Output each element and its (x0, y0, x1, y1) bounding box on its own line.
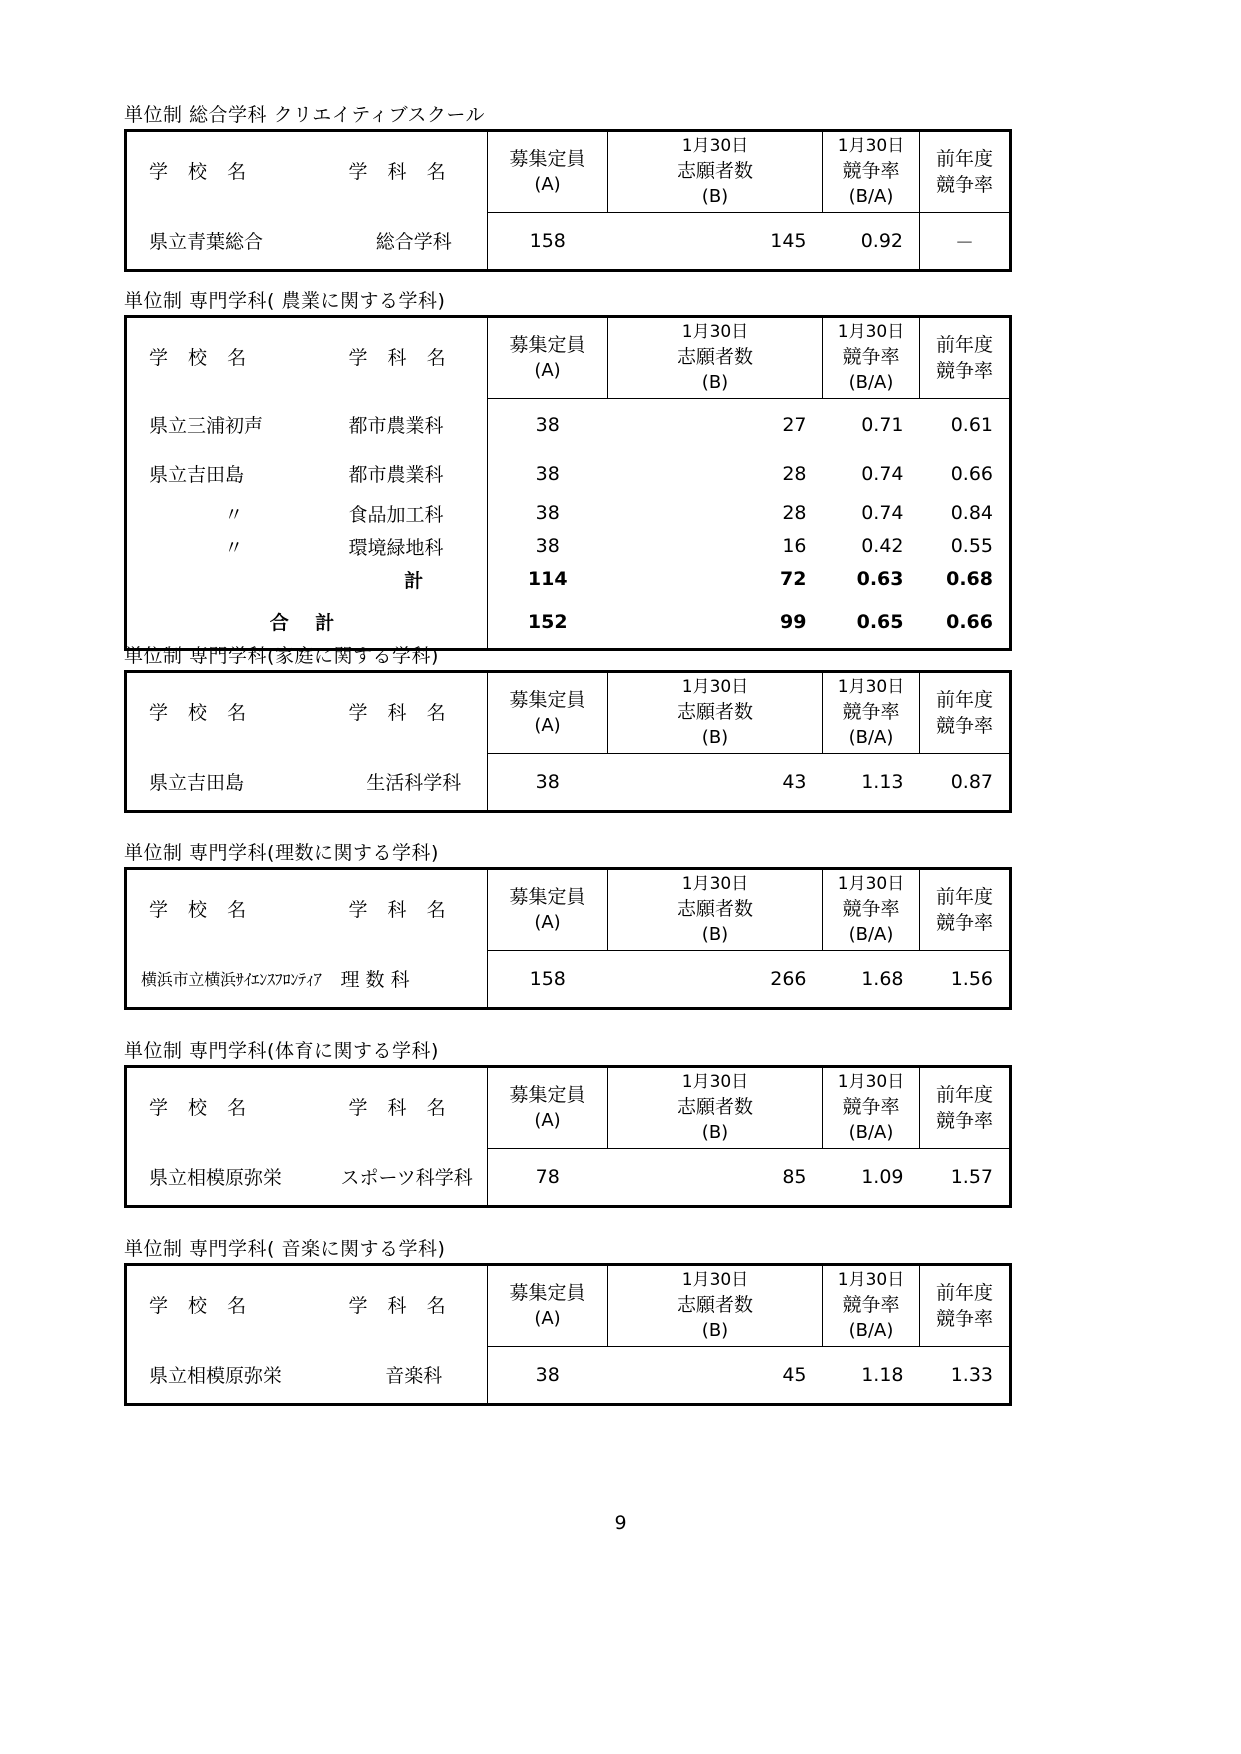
header-applicants: 1月30日 志願者数 (B) (608, 1265, 823, 1347)
header-applicants: 1月30日 志願者数 (B) (608, 317, 823, 399)
cell-rate: 0.42 (861, 535, 904, 557)
header-prev-rate: 前年度 競争率 (920, 1265, 1011, 1347)
header-applicants: 1月30日 志願者数 (B) (608, 672, 823, 754)
cell-applicants: 85 (782, 1166, 807, 1188)
cell-prev-rate: 1.57 (950, 1166, 993, 1188)
cell-applicants: 45 (782, 1364, 807, 1386)
section-risuu-gakka (124, 842, 993, 1010)
header-dept: 学 科 名 (348, 899, 453, 922)
cell-rate: 0.71 (861, 413, 904, 436)
cell-school: 県立吉田島 (149, 464, 245, 486)
cell-capacity: 38 (488, 530, 608, 563)
cell-total-label: 合 計 (269, 612, 345, 634)
cell-total-rate: 0.65 (856, 610, 904, 633)
cell-capacity: 38 (488, 497, 608, 530)
cell-school (126, 563, 341, 596)
cell-capacity: 114 (488, 563, 608, 596)
header-school: 学 校 名 (149, 702, 254, 725)
header-school: 学 校 名 (149, 1295, 254, 1318)
cell-applicants: 28 (782, 462, 807, 485)
header-dept: 学 科 名 (348, 702, 453, 725)
cell-capacity: 38 (488, 1347, 608, 1405)
table-row (126, 951, 1011, 1009)
table-row (126, 497, 1011, 530)
section-caption: 単位制 専門学科(家庭に関する学科) (124, 645, 439, 667)
section-ongaku-gakka (124, 1238, 993, 1406)
cell-rate: 1.13 (861, 771, 904, 793)
header-applicants: 1月30日 志願者数 (B) (608, 869, 823, 951)
header-applicants: 1月30日 志願者数 (B) (608, 131, 823, 213)
table-header-row (126, 672, 1011, 754)
header-rate: 1月30日 競争率 (B/A) (823, 869, 920, 951)
header-rate: 1月30日 競争率 (B/A) (823, 1067, 920, 1149)
table-header-row (126, 1067, 1011, 1149)
header-capacity: 募集定員 (A) (488, 317, 608, 399)
table-header-row (126, 869, 1011, 951)
cell-capacity: 78 (488, 1149, 608, 1207)
header-prev-rate: 前年度 競争率 (920, 317, 1011, 399)
table-header-row (126, 1265, 1011, 1347)
cell-rate: 0.74 (861, 502, 904, 524)
header-applicants: 1月30日 志願者数 (B) (608, 1067, 823, 1149)
header-school: 学 校 名 (149, 1097, 254, 1120)
cell-school: 〃 (224, 503, 244, 526)
cell-applicants: 28 (782, 502, 807, 524)
header-capacity: 募集定員 (A) (488, 672, 608, 754)
cell-capacity: 38 (488, 451, 608, 497)
cell-school: 〃 (224, 536, 244, 559)
cell-dept: 音楽科 (385, 1365, 443, 1388)
cell-prev-rate: 0.84 (950, 502, 993, 524)
cell-dept: 食品加工科 (348, 503, 444, 526)
header-rate: 1月30日 競争率 (B/A) (823, 317, 920, 399)
section-caption: 単位制 専門学科( 音楽に関する学科) (124, 1238, 446, 1260)
cell-prev-rate: 1.56 (950, 968, 993, 990)
cell-prev-rate: 0.66 (950, 462, 993, 485)
section-nougyou-gakka (124, 290, 993, 651)
header-prev-rate: 前年度 競争率 (920, 869, 1011, 951)
section-sougou-gakka (124, 104, 993, 272)
cell-dept: 生活科学科 (366, 772, 462, 795)
header-rate: 1月30日 競争率 (B/A) (823, 672, 920, 754)
table-row (126, 530, 1011, 563)
cell-prev-rate: － (920, 213, 1011, 271)
cell-capacity: 158 (488, 951, 608, 1009)
cell-prev-rate: 0.68 (946, 568, 993, 590)
header-capacity: 募集定員 (A) (488, 1067, 608, 1149)
cell-applicants: 43 (782, 771, 807, 793)
cell-dept: 都市農業科 (348, 464, 444, 486)
header-dept: 学 科 名 (348, 1097, 453, 1120)
cell-school: 県立三浦初声 (149, 415, 264, 437)
header-prev-rate: 前年度 競争率 (920, 131, 1011, 213)
header-school: 学 校 名 (149, 899, 254, 922)
table-row (126, 1347, 1011, 1405)
header-prev-rate: 前年度 競争率 (920, 1067, 1011, 1149)
page-number: 9 (614, 1512, 627, 1534)
data-table (124, 670, 1012, 813)
cell-dept: 理 数 科 (340, 969, 410, 992)
cell-capacity: 38 (488, 399, 608, 451)
header-rate: 1月30日 競争率 (B/A) (823, 131, 920, 213)
header-capacity: 募集定員 (A) (488, 1265, 608, 1347)
section-caption: 単位制 専門学科(体育に関する学科) (124, 1040, 439, 1062)
header-school: 学 校 名 (149, 161, 254, 184)
table-row (126, 213, 1011, 271)
data-table (124, 1065, 1012, 1208)
cell-rate: 1.09 (861, 1166, 904, 1188)
cell-applicants: 27 (782, 413, 807, 436)
header-rate: 1月30日 競争率 (B/A) (823, 1265, 920, 1347)
header-capacity: 募集定員 (A) (488, 131, 608, 213)
cell-dept: 総合学科 (375, 231, 452, 254)
table-row (126, 1149, 1011, 1207)
section-caption: 単位制 専門学科(理数に関する学科) (124, 842, 439, 864)
cell-capacity: 158 (488, 213, 608, 271)
cell-dept: スポーツ科学科 (340, 1167, 473, 1190)
table-row-subtotal (126, 563, 1011, 596)
cell-dept: 都市農業科 (348, 415, 444, 437)
cell-school: 県立相模原弥栄 (149, 1167, 283, 1190)
data-table (124, 1263, 1012, 1406)
table-row (126, 451, 1011, 497)
table-row (126, 754, 1011, 812)
cell-school: 横浜市立横浜ｻｲｴﾝｽﾌﾛﾝﾃｨｱ (141, 970, 322, 990)
cell-dept: 環境緑地科 (348, 536, 444, 559)
cell-applicants: 16 (782, 535, 807, 557)
table-header-row (126, 131, 1011, 213)
cell-rate: 1.68 (861, 968, 904, 990)
cell-applicants: 72 (780, 568, 807, 590)
cell-rate: 0.74 (861, 462, 904, 485)
table-header-row (126, 317, 1011, 399)
table-row-total (126, 596, 1011, 650)
data-table (124, 129, 1012, 272)
header-capacity: 募集定員 (A) (488, 869, 608, 951)
section-caption: 単位制 専門学科( 農業に関する学科) (124, 290, 446, 312)
cell-total-prev-rate: 0.66 (946, 610, 993, 633)
cell-applicants: 266 (770, 968, 807, 990)
table-row (126, 399, 1011, 451)
cell-rate: 0.63 (856, 568, 904, 590)
cell-rate: 0.92 (860, 230, 903, 252)
cell-school: 県立相模原弥栄 (149, 1365, 283, 1388)
header-school: 学 校 名 (149, 347, 254, 370)
section-katei-gakka (124, 645, 993, 813)
section-taiiku-gakka (124, 1040, 993, 1208)
header-dept: 学 科 名 (348, 347, 453, 370)
cell-school: 県立青葉総合 (149, 231, 264, 254)
cell-prev-rate: 0.61 (950, 413, 993, 436)
cell-dept: 計 (404, 569, 424, 592)
header-dept: 学 科 名 (348, 161, 453, 184)
section-caption: 単位制 総合学科 クリエイティブスクール (124, 104, 486, 126)
cell-applicants: 145 (770, 230, 807, 252)
cell-prev-rate: 1.33 (950, 1364, 993, 1386)
data-table (124, 315, 1012, 651)
cell-prev-rate: 0.87 (950, 771, 993, 793)
cell-school: 県立吉田島 (149, 772, 245, 795)
cell-rate: 1.18 (861, 1364, 904, 1386)
data-table (124, 867, 1012, 1010)
header-prev-rate: 前年度 競争率 (920, 672, 1011, 754)
cell-prev-rate: 0.55 (950, 535, 993, 557)
cell-total-capacity: 152 (488, 596, 608, 650)
cell-capacity: 38 (488, 754, 608, 812)
header-dept: 学 科 名 (348, 1295, 453, 1318)
cell-total-applicants: 99 (780, 610, 807, 633)
